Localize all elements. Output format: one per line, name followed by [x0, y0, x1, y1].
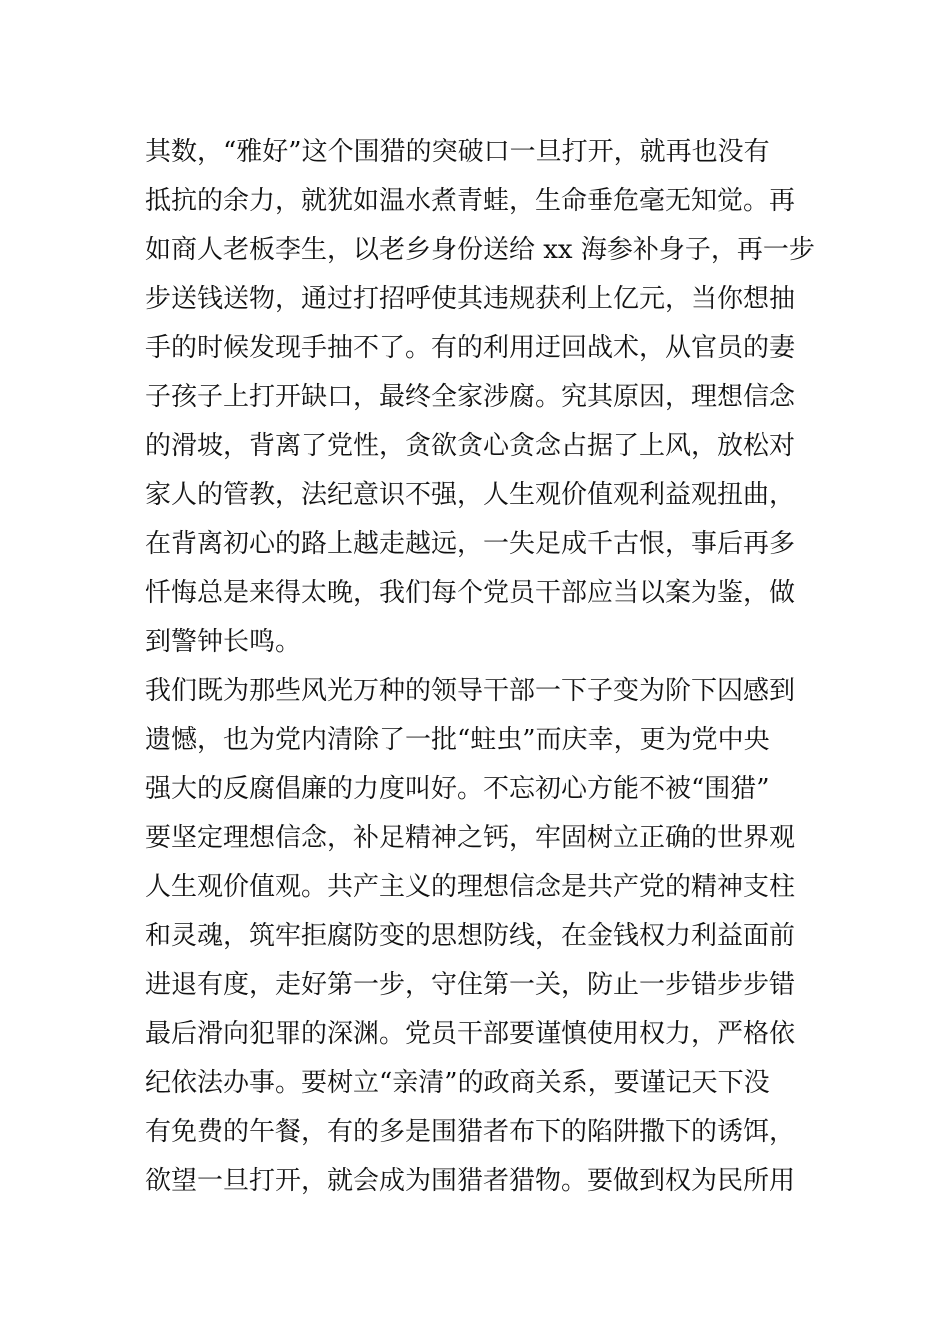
- text-line: 最后滑向犯罪的深渊。党员干部要谨慎使用权力，严格依: [145, 1019, 796, 1049]
- text-line: 纪依法办事。要树立“亲清”的政商关系，要谨记天下没: [145, 1068, 770, 1098]
- text-line: 步送钱送物，通过打招呼使其违规获利上亿元，当你想抽: [145, 284, 796, 314]
- text-line: 在背离初心的路上越走越远，一失足成千古恨，事后再多: [145, 529, 796, 559]
- text-line: 有免费的午餐，有的多是围猎者布下的陷阱撒下的诱饵，: [145, 1117, 796, 1147]
- text-line: 到警钟长鸣。: [145, 627, 302, 657]
- text-line: 的滑坡，背离了党性，贪欲贪心贪念占据了上风，放松对: [145, 431, 796, 461]
- text-line: 家人的管教，法纪意识不强，人生观价值观利益观扭曲，: [145, 480, 796, 510]
- text-line: 欲望一旦打开，就会成为围猎者猎物。要做到权为民所用: [145, 1166, 796, 1196]
- text-line: 子孩子上打开缺口，最终全家涉腐。究其原因，理想信念: [145, 382, 796, 412]
- text-line: 进退有度，走好第一步，守住第一关，防止一步错步步错: [145, 970, 796, 1000]
- text-line: 抵抗的余力，就犹如温水煮青蛙，生命垂危毫无知觉。再: [145, 186, 796, 216]
- text-line: 人生观价值观。共产主义的理想信念是共产党的精神支柱: [145, 872, 796, 902]
- text-line: 其数，“雅好”这个围猎的突破口一旦打开，就再也没有: [145, 137, 770, 167]
- text-line: 如商人老板李生，以老乡身份送给 xx 海参补身子，再一步: [145, 235, 815, 265]
- text-line: 遗憾，也为党内清除了一批“蛀虫”而庆幸，更为党中央: [145, 725, 770, 755]
- text-line: 和灵魂，筑牢拒腐防变的思想防线，在金钱权力利益面前: [145, 921, 796, 951]
- text-line: 忏悔总是来得太晚，我们每个党员干部应当以案为鉴，做: [145, 578, 796, 608]
- text-line: 我们既为那些风光万种的领导干部一下子变为阶下囚感到: [145, 676, 796, 706]
- text-line: 强大的反腐倡廉的力度叫好。不忘初心方能不被“围猎”: [145, 774, 770, 804]
- text-line: 要坚定理想信念，补足精神之钙，牢固树立正确的世界观: [145, 823, 796, 853]
- body-text: [145, 128, 825, 1206]
- text-line: 手的时候发现手抽不了。有的利用迂回战术，从官员的妻: [145, 333, 796, 363]
